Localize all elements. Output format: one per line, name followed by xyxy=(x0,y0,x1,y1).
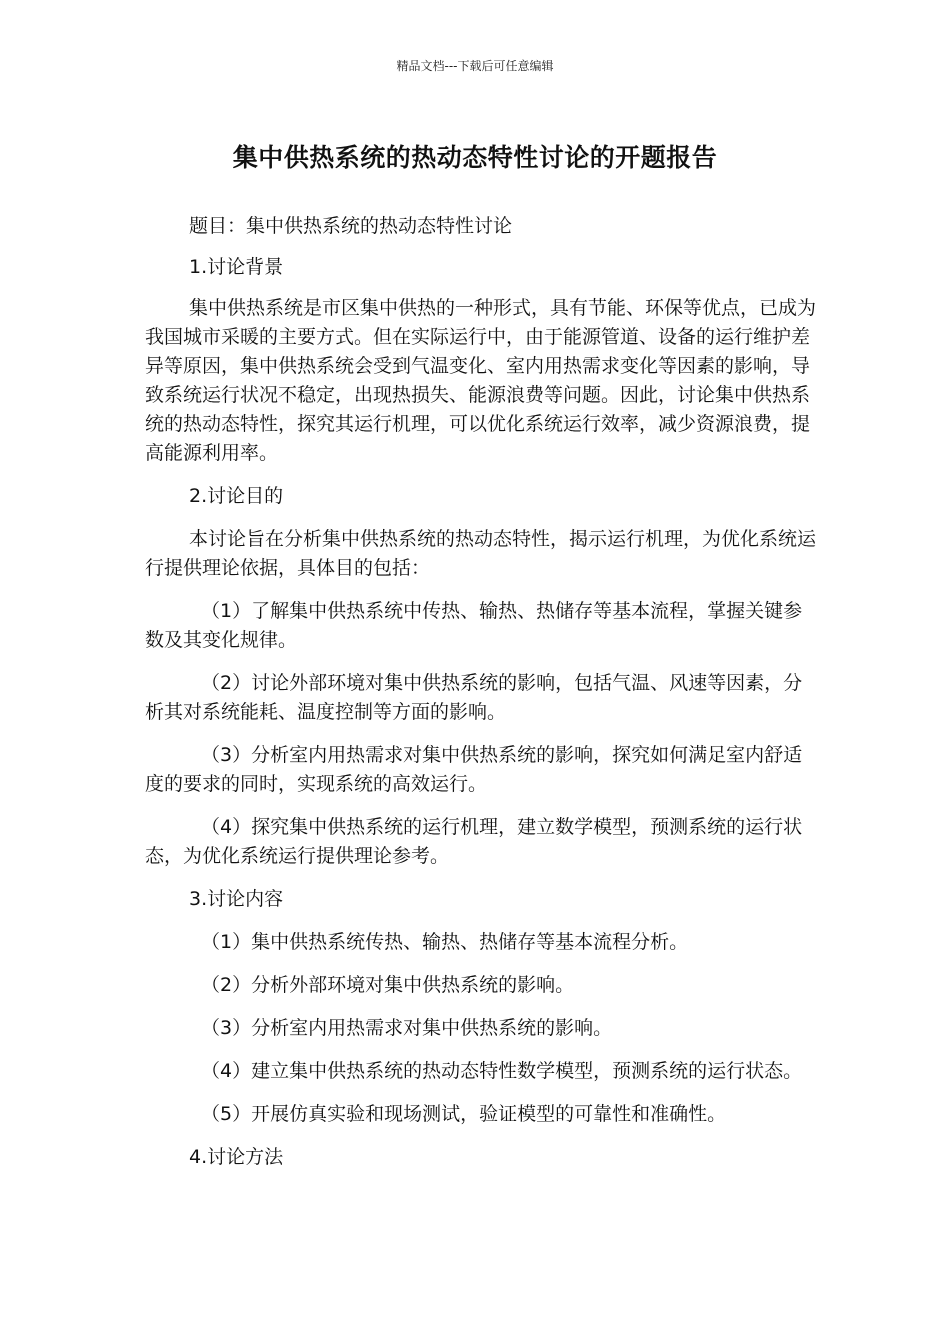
section-heading-method: 4.讨论方法 xyxy=(189,1146,284,1168)
purpose-item-3: （3）分析室内用热需求对集中供热系统的影响，探究如何满足室内舒适度的要求的同时，实现系统的高效运行。 xyxy=(145,744,803,795)
purpose-item-4: （4）探究集中供热系统的运行机理，建立数学模型，预测系统的运行状态，为优化系统运行提供理论参考。 xyxy=(145,816,803,867)
topic-line: 题目：集中供热系统的热动态特性讨论 xyxy=(189,215,513,237)
document-title: 集中供热系统的热动态特性讨论的开题报告 xyxy=(232,143,718,172)
section-heading-background: 1.讨论背景 xyxy=(189,256,284,278)
document-body xyxy=(145,212,817,1172)
section-heading-content: 3.讨论内容 xyxy=(189,888,284,910)
content-item-3: （3）分析室内用热需求对集中供热系统的影响。 xyxy=(201,1017,613,1039)
background-paragraph: 集中供热系统是市区集中供热的一种形式，具有节能、环保等优点，已成为我国城市采暖的主要方式。但在实际运行中，由于能源管道、设备的运行维护差异等原因，集中供热系统会受到气温变化、室内用热需求变化等因素的影响，导致系统运行状况不稳定，出现热损失、能源浪费等问题。因此，讨论集中供热系统的热动态特性，探究其运行机理，可以优化系统运行效率，减少资源浪费，提高能源利用率。 xyxy=(145,297,817,464)
header-note: 精品文档---下载后可任意编辑 xyxy=(396,59,554,73)
content-item-1: （1）集中供热系统传热、输热、热储存等基本流程分析。 xyxy=(201,931,689,953)
content-item-2: （2）分析外部环境对集中供热系统的影响。 xyxy=(201,974,575,996)
purpose-intro: 本讨论旨在分析集中供热系统的热动态特性，揭示运行机理，为优化系统运行提供理论依据，具体目的包括： xyxy=(145,528,817,579)
section-heading-purpose: 2.讨论目的 xyxy=(189,485,284,507)
content-item-4: （4）建立集中供热系统的热动态特性数学模型，预测系统的运行状态。 xyxy=(201,1060,803,1082)
purpose-item-1: （1）了解集中供热系统中传热、输热、热储存等基本流程，掌握关键参数及其变化规律。 xyxy=(145,600,803,651)
content-item-5: （5）开展仿真实验和现场测试，验证模型的可靠性和准确性。 xyxy=(201,1103,727,1125)
purpose-item-2: （2）讨论外部环境对集中供热系统的影响，包括气温、风速等因素，分析其对系统能耗、温度控制等方面的影响。 xyxy=(145,672,803,723)
